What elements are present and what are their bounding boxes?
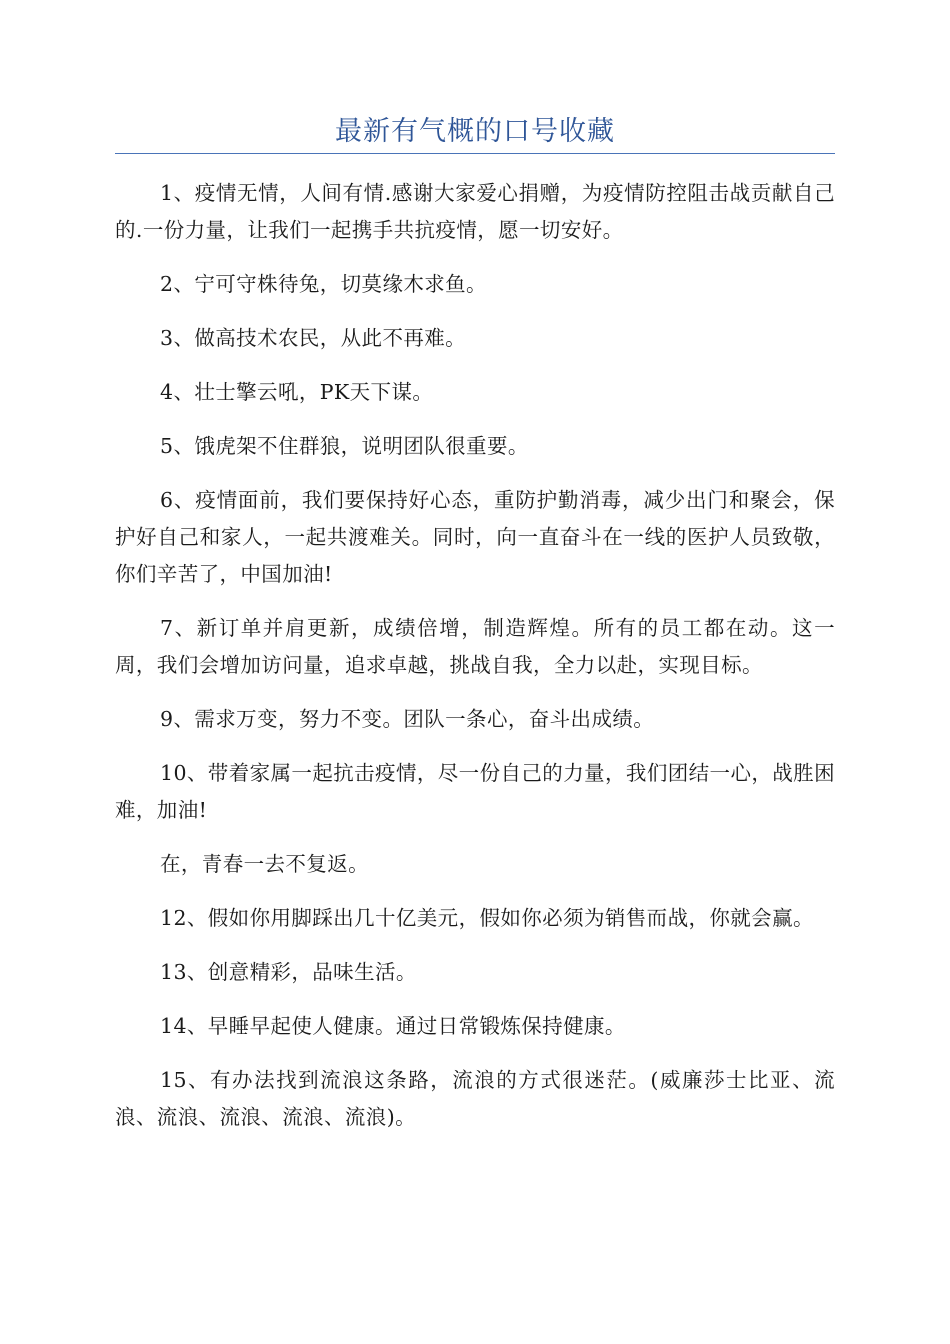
paragraph: 1、疫情无情，人间有情.感谢大家爱心捐赠，为疫情防控阻击战贡献自己的.一份力量，让我们一起携手共抗疫情，愿一切安好。: [115, 181, 835, 242]
title-underline: [115, 153, 835, 154]
paragraph: 2、宁可守株待兔，切莫缘木求鱼。: [160, 272, 487, 296]
paragraph: 13、创意精彩，品味生活。: [160, 960, 417, 984]
paragraph: 14、早睡早起使人健康。通过日常锻炼保持健康。: [160, 1014, 626, 1038]
page-title: 最新有气概的口号收藏: [335, 116, 615, 147]
paragraph: 4、壮士擎云吼，PK天下谋。: [160, 380, 434, 404]
paragraph: 3、做高技术农民，从此不再难。: [160, 326, 467, 350]
paragraph: 在，青春一去不复返。: [160, 852, 369, 876]
paragraph: 15、有办法找到流浪这条路，流浪的方式很迷茫。(威廉莎士比亚、流浪、流浪、流浪、流浪、流浪)。: [115, 1068, 835, 1129]
paragraph: 6、疫情面前，我们要保持好心态，重防护勤消毒，减少出门和聚会，保护好自己和家人，一起共渡难关。同时，向一直奋斗在一线的医护人员致敬，你们辛苦了，中国加油!: [115, 488, 835, 586]
paragraph: 10、带着家属一起抗击疫情，尽一份自己的力量，我们团结一心，战胜困难，加油!: [115, 761, 835, 822]
paragraph: 5、饿虎架不住群狼，说明团队很重要。: [160, 434, 529, 458]
paragraph: 12、假如你用脚踩出几十亿美元，假如你必须为销售而战，你就会赢。: [160, 906, 814, 930]
document-body: [115, 175, 835, 1153]
paragraph: 7、新订单并肩更新，成绩倍增，制造辉煌。所有的员工都在动。这一周，我们会增加访问量，追求卓越，挑战自我，全力以赴，实现目标。: [115, 616, 835, 677]
paragraph: 9、需求万变，努力不变。团队一条心，奋斗出成绩。: [160, 707, 655, 731]
